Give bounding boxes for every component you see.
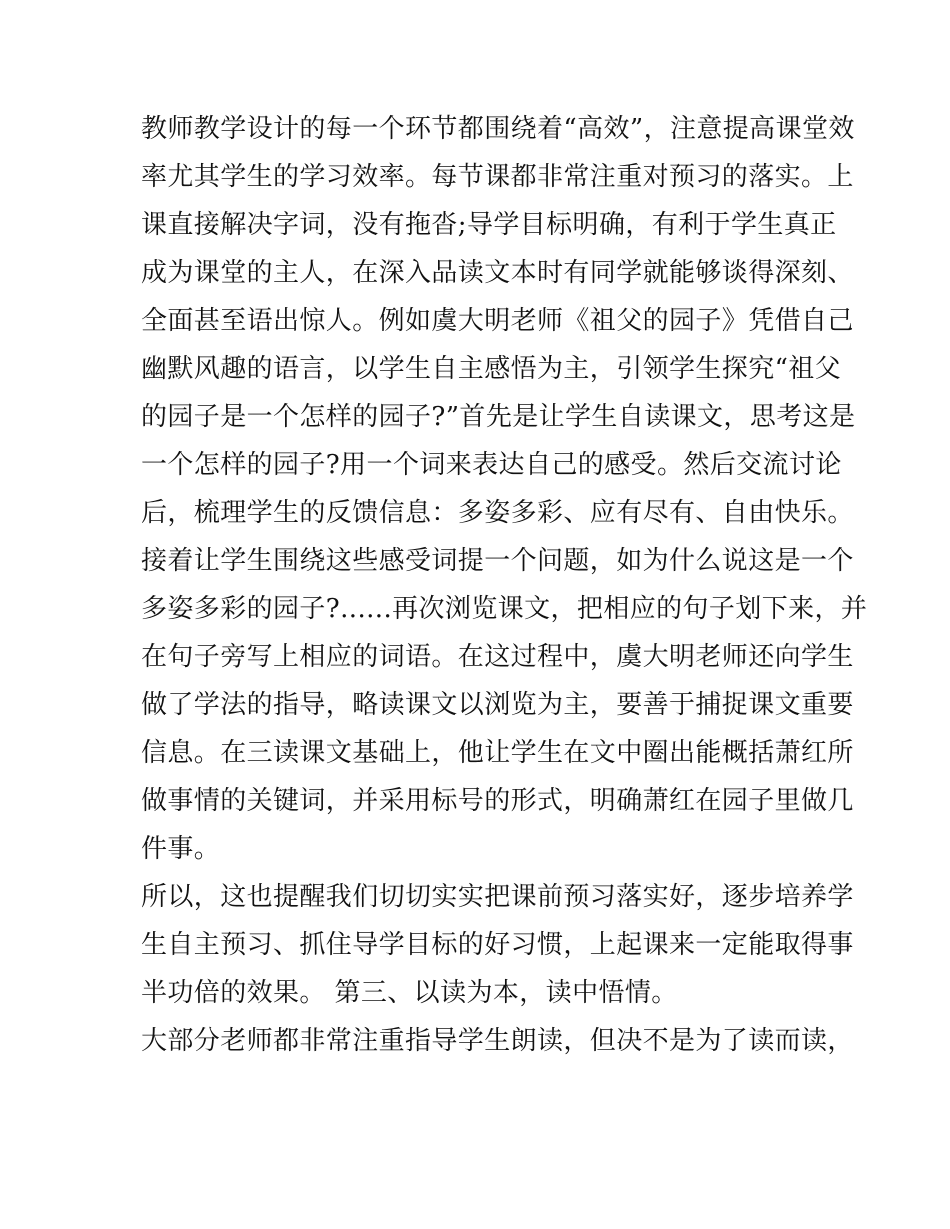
text-line: 所以，这也提醒我们切切实实把课前预习落实好，逐步培养学 (141, 882, 854, 912)
text-line: 在句子旁写上相应的词语。在这过程中，虞大明老师还向学生 (141, 642, 854, 672)
text-line: 一个怎样的园子?用一个词来表达自己的感受。然后交流讨论 (141, 450, 842, 480)
text-line: 做了学法的指导，略读课文以浏览为主，要善于捕捉课文重要 (141, 690, 854, 720)
text-line: 信息。在三读课文基础上，他让学生在文中圈出能概括萧红所 (141, 738, 854, 768)
text-line: 做事情的关键词，并采用标号的形式，明确萧红在园子里做几 (141, 786, 854, 816)
text-line: 件事。 (141, 834, 221, 864)
text-line: 半功倍的效果。 第三、以读为本，读中悟情。 (141, 978, 678, 1008)
text-line: 率尤其学生的学习效率。每节课都非常注重对预习的落实。上 (141, 162, 854, 192)
text-line: 课直接解决字词，没有拖沓;导学目标明确，有利于学生真正 (141, 210, 837, 240)
text-line: 教师教学设计的每一个环节都围绕着“高效”，注意提高课堂效 (141, 114, 855, 144)
text-line: 后，梳理学生的反馈信息：多姿多彩、应有尽有、自由快乐。 (141, 498, 854, 528)
text-line: 接着让学生围绕这些感受词提一个问题，如为什么说这是一个 (141, 546, 854, 576)
text-line: 成为课堂的主人，在深入品读文本时有同学就能够谈得深刻、 (141, 258, 854, 288)
text-line: 多姿多彩的园子?......再次浏览课文，把相应的句子划下来，并 (141, 594, 868, 624)
text-line: 的园子是一个怎样的园子?”首先是让学生自读课文，思考这是 (141, 402, 856, 432)
text-line: 全面甚至语出惊人。例如虞大明老师《祖父的园子》凭借自己 (141, 306, 854, 336)
text-line: 大部分老师都非常注重指导学生朗读，但决不是为了读而读， (141, 1026, 854, 1056)
text-line: 生自主预习、抓住导学目标的好习惯，上起课来一定能取得事 (141, 930, 854, 960)
text-line: 幽默风趣的语言，以学生自主感悟为主，引领学生探究“祖父 (141, 354, 842, 384)
